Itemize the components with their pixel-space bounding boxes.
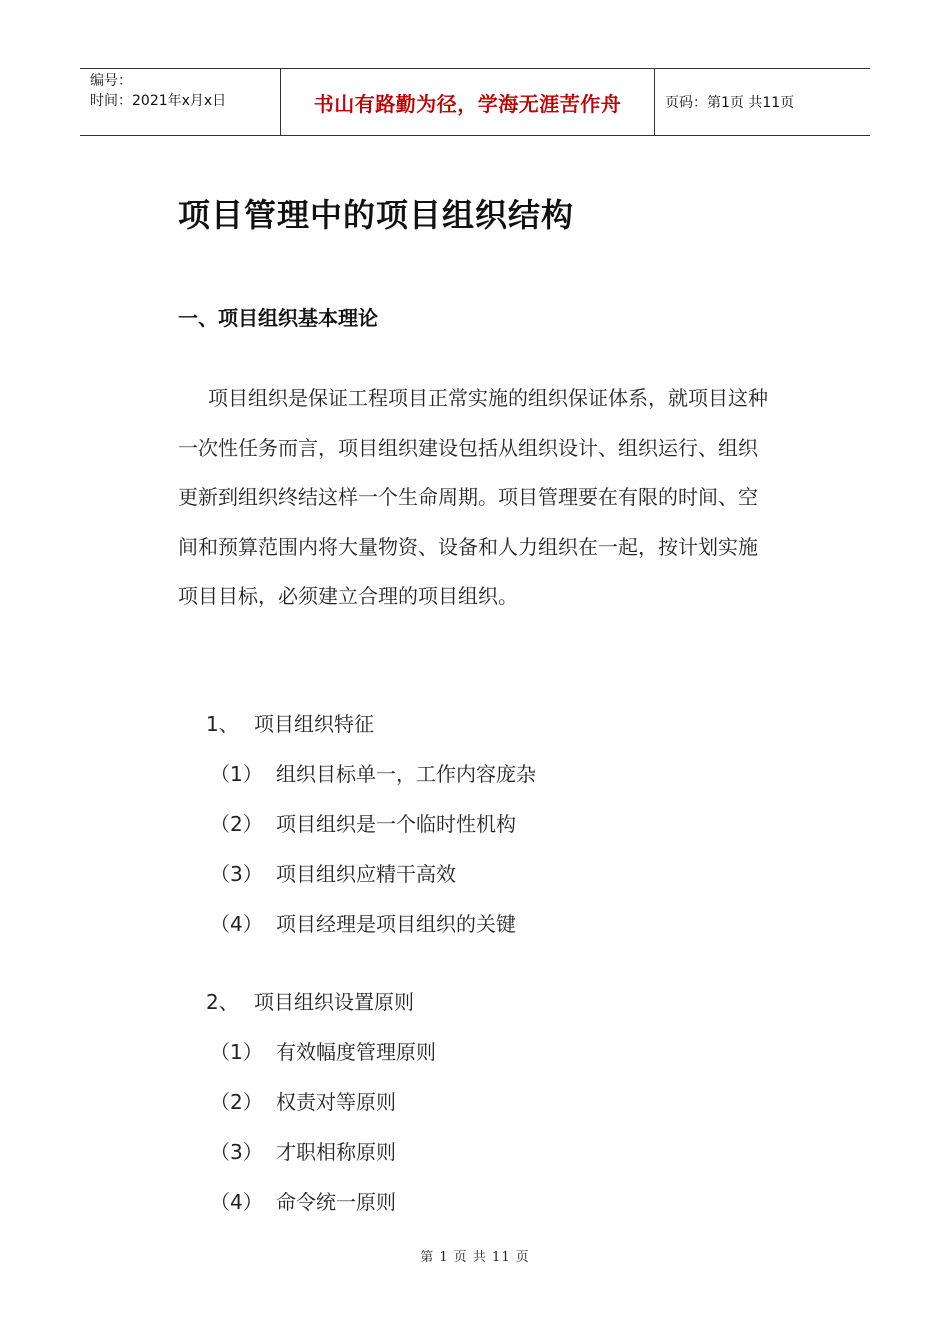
date-label: 时间：2021年x月x日	[90, 93, 227, 109]
list-item-number: （3）	[210, 1140, 263, 1164]
subsection-number: 2、	[206, 990, 239, 1014]
list-item-number: （4）	[210, 912, 263, 936]
list-item	[210, 1036, 436, 1065]
list-item-number: （2）	[210, 1090, 263, 1114]
list-item-text: 项目组织是一个临时性机构	[276, 812, 516, 836]
subsection-label: 项目组织特征	[254, 712, 374, 736]
list-item	[210, 1186, 396, 1215]
list-item-number: （2）	[210, 812, 263, 836]
list-item	[210, 1136, 396, 1165]
list-item-number: （4）	[210, 1190, 263, 1214]
list-item	[210, 758, 536, 787]
list-item	[210, 908, 516, 937]
subsection-label: 项目组织设置原则	[254, 990, 414, 1014]
list-item	[210, 858, 456, 887]
list-item	[210, 808, 516, 837]
section-heading: 一、项目组织基本理论	[178, 306, 378, 330]
header-meta	[80, 69, 281, 135]
subsection-heading	[206, 986, 414, 1015]
subsection-number: 1、	[206, 712, 239, 736]
page-header	[80, 68, 870, 136]
list-item-text: 组织目标单一，工作内容庞杂	[276, 762, 536, 786]
list-item-text: 项目经理是项目组织的关键	[276, 912, 516, 936]
list-item-number: （1）	[210, 1040, 263, 1064]
header-motto: 书山有路勤为径，学海无涯苦作舟	[281, 69, 655, 135]
list-item-text: 才职相称原则	[276, 1140, 396, 1164]
list-item	[210, 1086, 396, 1115]
page-footer: 第 1 页 共 11 页	[420, 1250, 530, 1265]
body-paragraph: 项目组织是保证工程项目正常实施的组织保证体系，就项目这种一次性任务而言，项目组织建设包括从组织设计、组织运行、组织更新到组织终结这样一个生命周期。项目管理要在有限的时间、空间和预算范围内将大量物资、设备和人力组织在一起，按计划实施项目目标，必须建立合理的项目组织。	[178, 386, 768, 608]
header-page-info: 页码：第1页 共11页	[665, 95, 795, 111]
list-item-text: 命令统一原则	[276, 1190, 396, 1214]
document-title: 项目管理中的项目组织结构	[178, 196, 575, 234]
list-item-text: 权责对等原则	[276, 1090, 396, 1114]
list-item-text: 项目组织应精干高效	[276, 862, 456, 886]
number-label: 编号：	[90, 73, 132, 89]
list-item-text: 有效幅度管理原则	[276, 1040, 436, 1064]
list-item-number: （1）	[210, 762, 263, 786]
list-item-number: （3）	[210, 862, 263, 886]
subsection-heading	[206, 708, 374, 737]
